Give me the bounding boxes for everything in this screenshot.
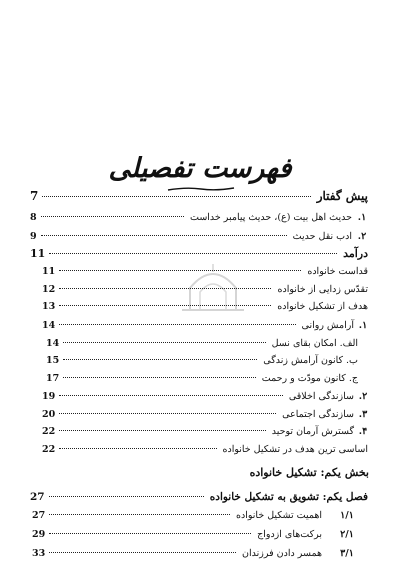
dot-leader [59,395,283,396]
toc-entry-title: برکت‌های ازدواج [257,529,322,540]
toc-entry[interactable] [40,263,370,280]
toc-entry-number: ۳/۱ [340,548,354,559]
dot-leader [59,430,266,431]
dot-leader [49,514,230,515]
toc-entry-title: ب. کانون آرامش زندگی [263,355,358,366]
toc-page-number: 22 [42,444,56,455]
toc-entry[interactable] [40,388,370,405]
toc-entry-title: فصل یکم: تشویق به تشکیل خانواده [209,491,368,503]
dot-leader [63,342,265,343]
dot-leader [59,413,276,414]
toc-page-number: 27 [32,510,46,521]
toc-page-number: 12 [42,284,56,295]
toc-page-number: 27 [30,491,45,503]
toc-entry[interactable] [40,423,370,440]
toc-page-number: 9 [30,231,37,242]
toc-page-number: 22 [42,426,56,437]
toc-page-number: 11 [30,247,46,260]
part-heading: بخش یکم: تشکیل خانواده [249,466,369,479]
toc-entry-title: هدف از تشکیل خانواده [277,301,368,312]
dot-leader [59,324,295,325]
toc-entry-title: ادب نقل حدیث [292,231,352,242]
dot-leader [49,496,204,497]
toc-entry-title: همسر دادن فرزندان [242,548,322,559]
toc-entry-title: سازندگی اخلاقی [288,391,354,402]
toc-entry-number: ۴. [358,426,368,437]
toc-entry[interactable] [30,526,370,543]
toc-page-number: 33 [32,548,46,559]
dot-leader [63,359,257,360]
toc-page-number: 20 [42,409,56,420]
toc-entry-title: تقدّس زدایی از خانواده [277,284,368,295]
toc-entry[interactable] [28,245,370,262]
toc-entry[interactable] [28,228,370,245]
toc-entry-number: ۱/۱ [340,510,354,521]
dot-leader [63,377,256,378]
toc-page-number: 8 [30,212,37,223]
toc-page-number: 13 [42,301,56,312]
toc-entry-title: حدیث اهل بیت (ع)، حدیث پیامبر خداست [189,212,352,223]
toc-entry-number: ۲/۱ [340,529,354,540]
toc-entry-number: ۱. [358,320,368,331]
toc-entry[interactable] [30,507,370,524]
page-title: فهرست تفصیلی [108,153,292,184]
toc-entry-number: ۱. [357,212,367,223]
toc-entry-title: گسترش آرمان توحید [271,426,354,437]
toc-entry[interactable] [40,317,370,334]
dot-leader [41,235,287,236]
toc-entry-title: اساسی ترین هدف در تشکیل خانواده [222,444,368,455]
toc-entry[interactable] [30,545,370,562]
toc-page-number: 17 [46,373,60,384]
toc-entry-title: سازندگی اجتماعی [282,409,354,420]
toc-entry[interactable] [44,352,370,369]
dot-leader [59,448,216,449]
toc-entry[interactable] [40,406,370,423]
toc-entry-title: الف. امکان بقای نسل [271,338,358,349]
toc-entry[interactable] [44,335,370,352]
toc-entry-number: ۲. [357,231,367,242]
dot-leader [49,533,251,534]
dot-leader [41,216,184,217]
toc-page-number: 14 [46,338,60,349]
toc-entry[interactable] [28,209,370,226]
toc-page-number: 15 [46,355,60,366]
toc-entry-number: ۳. [358,409,368,420]
toc-entry-title: قداست خانواده [307,266,368,277]
toc-entry-title: اهمیت تشکیل خانواده [236,510,322,521]
toc-entry[interactable] [40,281,370,298]
toc-page-number: 29 [32,529,46,540]
dot-leader [49,253,337,254]
toc-entry-title: درآمد [343,247,368,260]
toc-chapter-entry[interactable] [28,489,370,506]
toc-entry-title: پیش گفتار [316,189,368,203]
toc-entry-title: آرامش روانی [301,320,354,331]
dot-leader [49,552,236,553]
toc-entry[interactable] [28,188,370,205]
dot-leader [59,270,301,271]
dot-leader [59,305,271,306]
toc-entry[interactable] [44,370,370,387]
toc-page-number: 14 [42,320,56,331]
toc-entry[interactable] [40,298,370,315]
toc-entry-title: ج. کانون مودّت و رحمت [261,373,358,384]
toc-page-number: 11 [42,266,56,277]
toc-entry-number: ۲. [358,391,368,402]
toc-page-number: 7 [30,189,39,203]
dot-leader [59,288,271,289]
dot-leader [42,196,310,197]
toc-entry[interactable] [40,441,370,458]
toc-page-number: 19 [42,391,56,402]
